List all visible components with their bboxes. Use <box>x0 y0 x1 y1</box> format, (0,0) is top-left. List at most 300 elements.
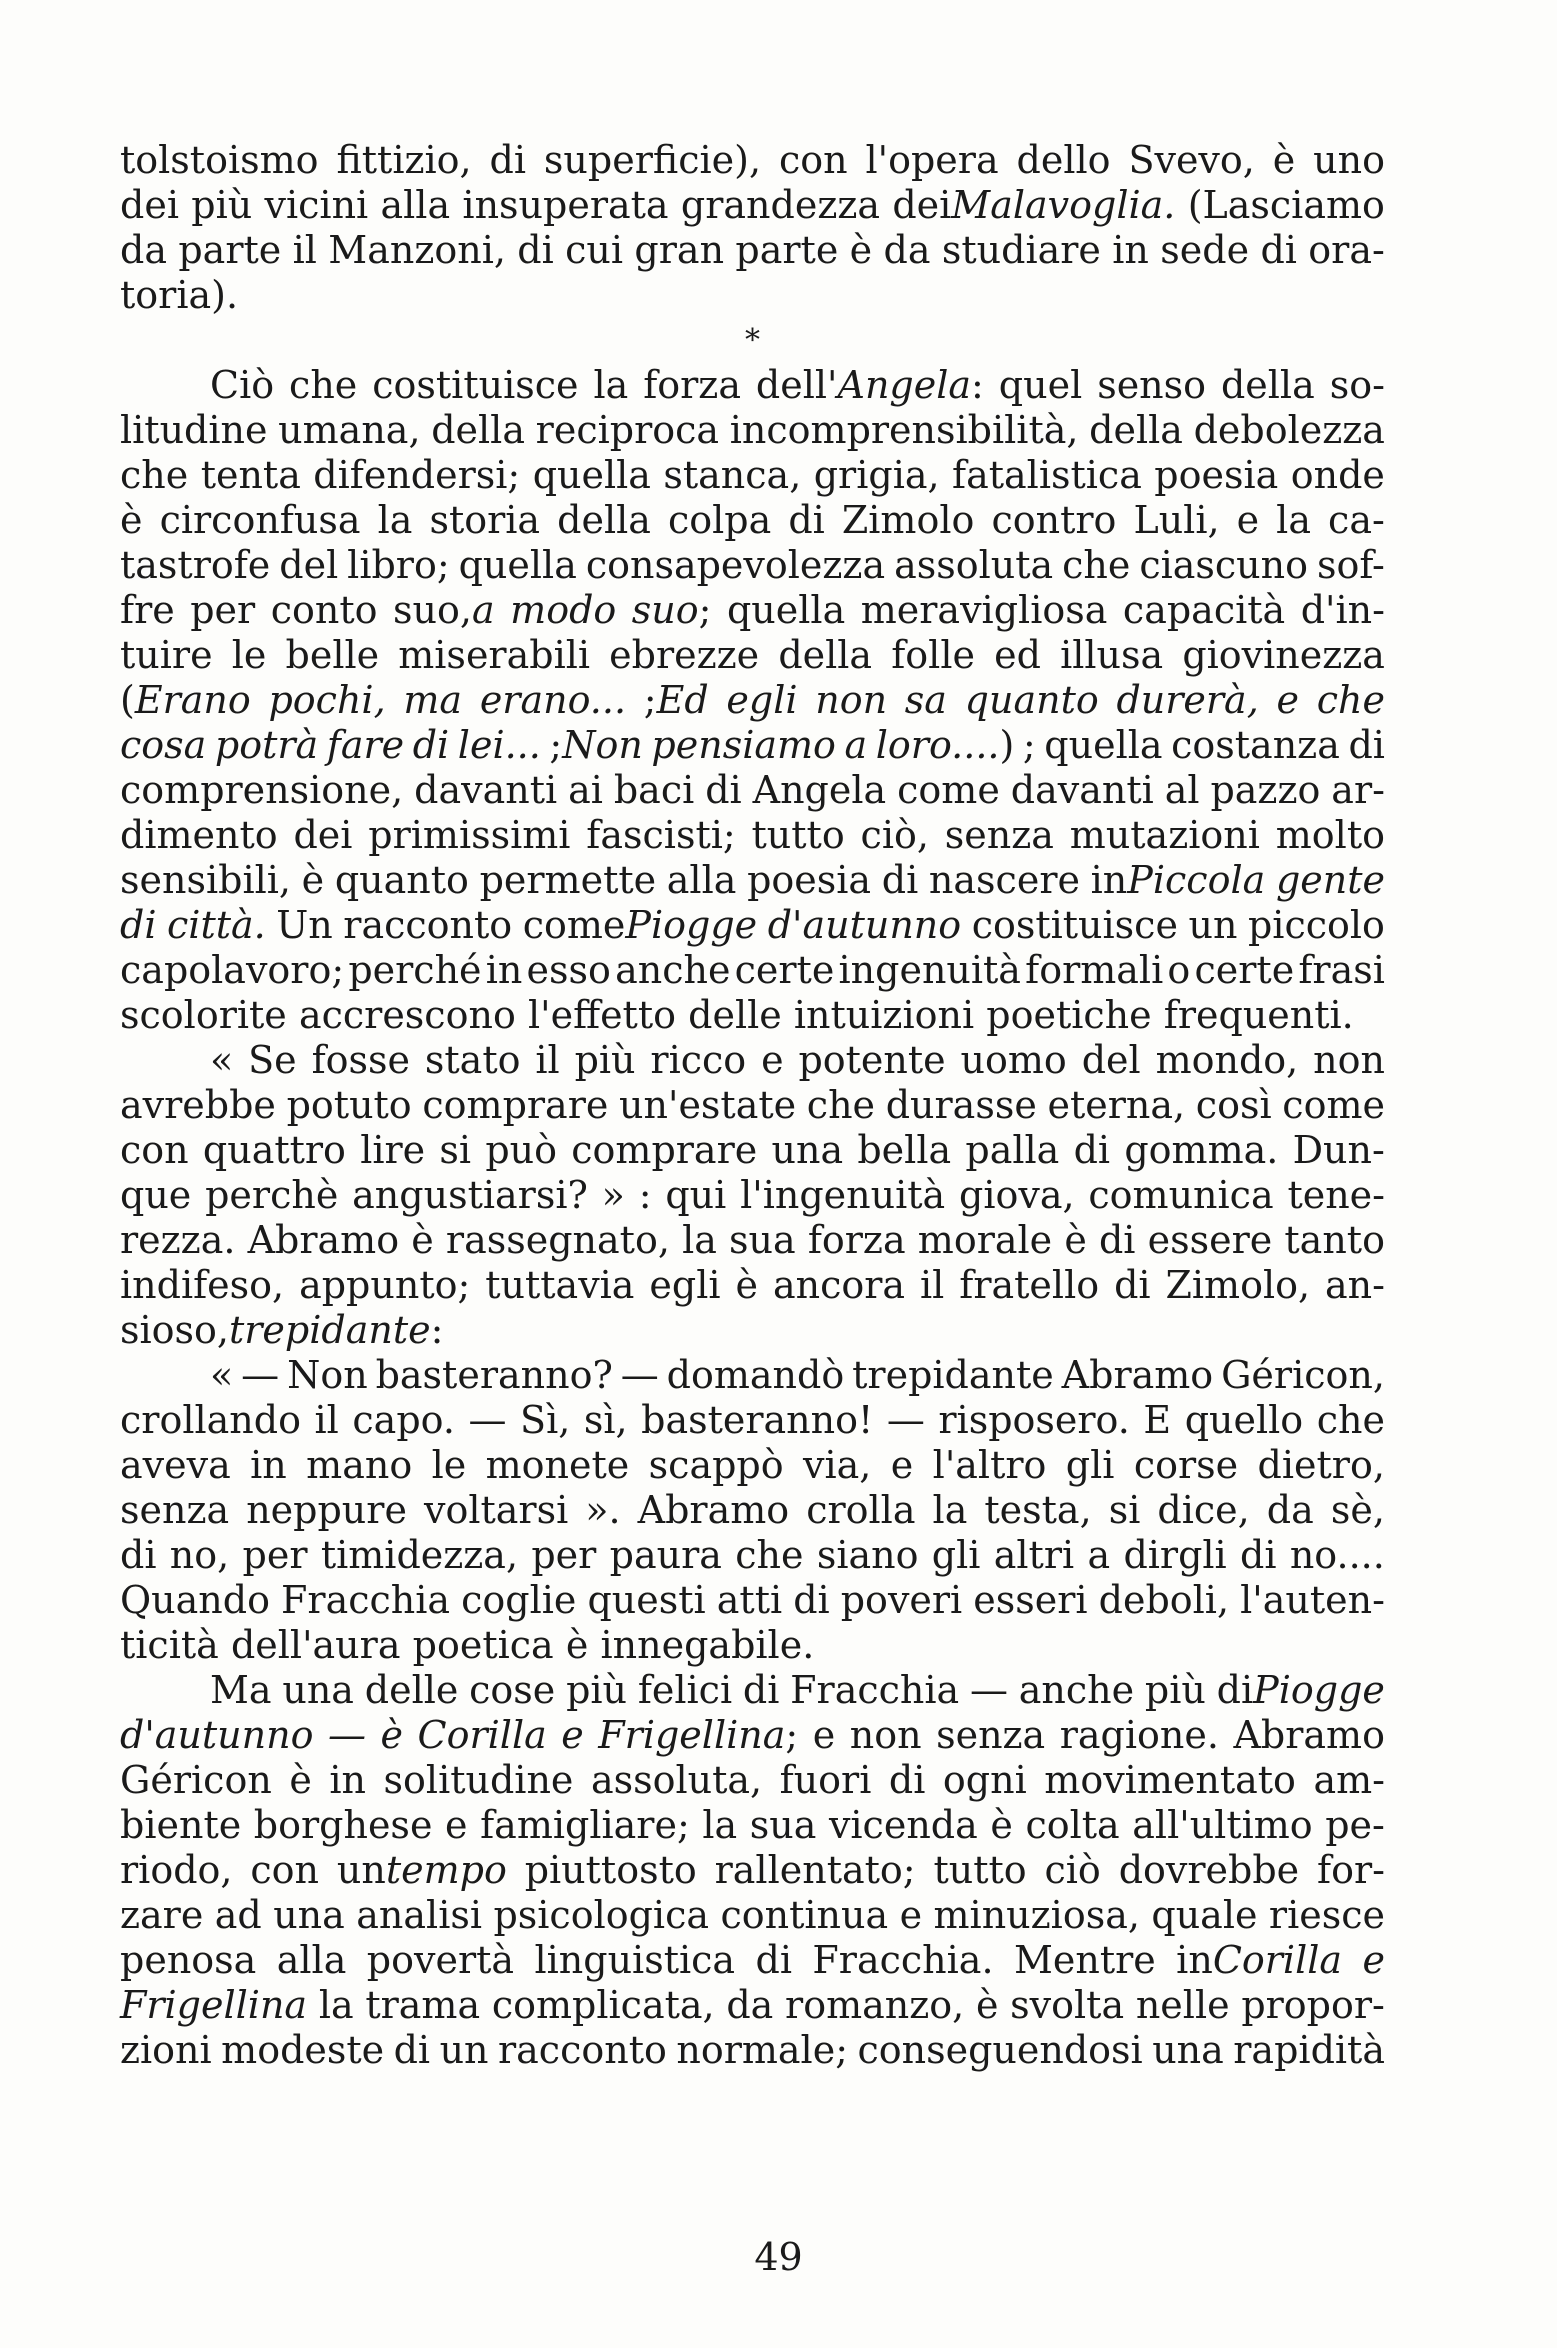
word: forza <box>807 1218 906 1262</box>
word: quanto <box>334 858 469 902</box>
word: intuizioni <box>793 993 975 1037</box>
word: am- <box>1313 1758 1385 1802</box>
word: quella <box>726 588 846 632</box>
word: che <box>1062 543 1131 587</box>
word: le <box>431 1443 467 1487</box>
text-line <box>120 498 1385 543</box>
word: uomo <box>960 1038 1067 1082</box>
text-line <box>120 1038 1385 1083</box>
word: perchè <box>205 1173 339 1217</box>
word: Abramo <box>637 1488 790 1532</box>
word: le <box>231 633 267 677</box>
word: conto <box>270 588 378 632</box>
word: lire <box>360 1128 426 1172</box>
word: sensibili, <box>120 858 291 902</box>
word: solitudine <box>383 1758 574 1802</box>
word: e <box>561 1713 584 1757</box>
word: illusa <box>1060 633 1164 677</box>
word: (Erano <box>120 678 251 722</box>
word: poesia <box>1154 453 1279 497</box>
word: inCorilla <box>1176 1938 1343 1982</box>
word: zare <box>120 1893 204 1937</box>
text-line <box>120 858 1385 903</box>
word: davanti <box>414 768 558 812</box>
word: insuperata <box>462 183 669 227</box>
word: si <box>439 1128 472 1172</box>
word: come <box>1282 1083 1385 1127</box>
word: — <box>620 1353 659 1397</box>
word: gran <box>634 228 725 272</box>
word: una <box>771 1128 844 1172</box>
word: onde <box>1290 453 1385 497</box>
word: bella <box>857 1128 952 1172</box>
text-line <box>120 1263 1385 1308</box>
word: quattro <box>202 1128 346 1172</box>
word: an- <box>1325 1263 1385 1307</box>
word: cose <box>469 1668 556 1712</box>
word: Ciò <box>210 363 275 407</box>
word: loro....) <box>875 723 1015 767</box>
word: Ma <box>210 1668 272 1712</box>
word: tolstoismo <box>120 138 319 182</box>
word: davanti <box>1010 768 1154 812</box>
word: che <box>1316 678 1385 722</box>
word: gente <box>1275 858 1385 902</box>
word: testa, <box>984 1488 1092 1532</box>
word: modeste <box>221 2028 385 2072</box>
word: forza <box>643 363 741 407</box>
word: Se <box>248 1038 297 1082</box>
word: diPiogge <box>1216 1668 1385 1712</box>
word: la <box>702 1803 738 1847</box>
word: rallentato; <box>714 1848 916 1892</box>
word: che <box>806 1083 876 1127</box>
word: e <box>812 1713 836 1757</box>
text-line <box>120 1848 1385 1893</box>
word: Luli, <box>1133 498 1220 542</box>
word: quel <box>998 363 1083 407</box>
word: cosa <box>120 723 207 767</box>
word: d'autunno <box>120 1713 314 1757</box>
word: difendersi; <box>313 453 521 497</box>
word: capacità <box>1122 588 1286 632</box>
text-line <box>120 1218 1385 1263</box>
word: capolavoro; <box>120 948 345 992</box>
word: di <box>412 723 450 767</box>
word: litudine <box>120 408 268 452</box>
word: il <box>292 228 317 272</box>
word: riodo, <box>120 1848 233 1892</box>
word: (Lasciamo <box>1187 183 1385 227</box>
word: toria). <box>120 273 239 317</box>
text-line <box>120 1983 1385 2028</box>
word: indifeso, <box>120 1263 285 1307</box>
word: poetiche <box>986 993 1152 1037</box>
word: tuttavia <box>485 1263 635 1307</box>
word: conseguendosi <box>857 2028 1143 2072</box>
word: no, <box>169 1533 230 1577</box>
word: di <box>1114 1263 1151 1307</box>
word: di <box>705 768 742 812</box>
word: l'effetto <box>527 993 676 1037</box>
word: più <box>566 1668 628 1712</box>
page-number: 49 <box>754 2235 803 2279</box>
word: fuori <box>779 1758 872 1802</box>
word: quanto <box>964 678 1099 722</box>
word: Abramo <box>1061 1353 1214 1397</box>
word: ;Ed <box>643 678 709 722</box>
word: Frigellina <box>120 1983 308 2027</box>
word: è <box>735 1263 758 1307</box>
text-line <box>120 1893 1385 1938</box>
word: ebrezze <box>609 633 760 677</box>
word: E <box>1143 1398 1172 1442</box>
word: dovrebbe <box>1118 1848 1300 1892</box>
text-line <box>120 1938 1385 1983</box>
word: da <box>120 228 167 272</box>
word: sof- <box>1316 543 1385 587</box>
word: morale <box>917 1218 1053 1262</box>
word: vicenda <box>828 1803 978 1847</box>
word: tutto <box>933 1848 1027 1892</box>
text-line <box>120 1488 1385 1533</box>
word: quella <box>1044 723 1163 767</box>
word: Géricon, <box>1221 1353 1385 1397</box>
word: avrebbe <box>120 1083 276 1127</box>
word: tenta <box>200 453 301 497</box>
word: vicini <box>264 183 369 227</box>
word: studiare <box>941 228 1101 272</box>
word: senza <box>936 1713 1046 1757</box>
word: in <box>485 948 523 992</box>
word: ragione. <box>1059 1713 1219 1757</box>
word: di <box>755 1938 792 1982</box>
word: di <box>742 1668 780 1712</box>
word: o <box>1167 948 1191 992</box>
word: dei <box>120 183 179 227</box>
word: normale; <box>676 2028 848 2072</box>
word: può <box>485 1128 557 1172</box>
word: tuire <box>120 633 213 677</box>
text-line <box>120 138 1385 183</box>
word: Mentre <box>1013 1938 1156 1982</box>
word: comprare <box>422 1083 609 1127</box>
word: linguistica <box>534 1938 736 1982</box>
word: a <box>844 723 868 767</box>
word: crollando <box>120 1398 301 1442</box>
word: perché <box>348 948 482 992</box>
word: svolta <box>1010 1983 1125 2027</box>
word: dirgli <box>1123 1533 1227 1577</box>
word: dietro, <box>1257 1443 1385 1487</box>
word: del <box>279 543 339 587</box>
word: ciò, <box>860 813 929 857</box>
word: e <box>899 1893 923 1937</box>
word: della <box>1089 408 1183 452</box>
word: per <box>190 588 256 632</box>
word: è <box>301 858 325 902</box>
word: la <box>318 1983 354 2027</box>
word: giova, <box>959 1173 1075 1217</box>
word: racconto <box>497 2028 667 2072</box>
word: e <box>1236 498 1260 542</box>
word: aveva <box>120 1443 231 1487</box>
text-line <box>120 1443 1385 1488</box>
word: libro; <box>347 543 450 587</box>
word: di <box>888 1758 926 1802</box>
text-line <box>120 363 1385 408</box>
word: ai <box>568 768 603 812</box>
word: atti <box>716 1578 783 1622</box>
word: non <box>1313 1038 1385 1082</box>
word: durerà, <box>1116 678 1259 722</box>
word: comePiogge <box>522 903 758 947</box>
word: movimentato <box>1044 1758 1296 1802</box>
text-line <box>120 1758 1385 1803</box>
word: durasse <box>885 1083 1037 1127</box>
word: più <box>191 183 253 227</box>
word: la <box>377 498 413 542</box>
word: gli <box>931 1533 981 1577</box>
word: dimento <box>120 813 278 857</box>
word: con <box>250 1848 319 1892</box>
word: è <box>975 1983 999 2027</box>
word: biente <box>120 1803 242 1847</box>
word: tutto <box>751 813 845 857</box>
word: pazzo <box>1210 768 1321 812</box>
word: come <box>897 768 1000 812</box>
word: di <box>1348 723 1385 767</box>
word: untempo <box>336 1848 507 1892</box>
text-line <box>120 228 1385 273</box>
word: dei <box>293 813 353 857</box>
word: lei... <box>457 723 541 767</box>
text-line <box>120 993 1385 1038</box>
word: — <box>468 1398 507 1442</box>
word: ancora <box>772 1263 906 1307</box>
word: con <box>778 138 848 182</box>
word: eterna, <box>1047 1083 1186 1127</box>
word: sì, <box>583 1398 628 1442</box>
word: per <box>242 1533 308 1577</box>
word: certe <box>734 948 835 992</box>
word: scappò <box>648 1443 784 1487</box>
word: di <box>1260 228 1297 272</box>
word: voltarsi <box>423 1488 569 1532</box>
word: trama <box>365 1983 481 2027</box>
word: è <box>990 1803 1013 1847</box>
word: ». <box>585 1488 621 1532</box>
word: frasi <box>1298 948 1385 992</box>
word: tanto <box>1284 1218 1385 1262</box>
word: no.... <box>1289 1533 1385 1577</box>
word: è <box>1064 1218 1087 1262</box>
word: Fracchia. <box>812 1938 994 1982</box>
word: più <box>1144 1668 1206 1712</box>
word: deiMalavoglia. <box>892 183 1176 227</box>
word: belle <box>285 633 380 677</box>
word: Angela <box>752 768 887 812</box>
word: stanca, <box>663 453 802 497</box>
word: gli <box>1065 1443 1115 1487</box>
word: egli <box>649 1263 721 1307</box>
word: più <box>574 1038 636 1082</box>
word: monete <box>485 1443 630 1487</box>
word: esseri <box>973 1578 1088 1622</box>
text-line <box>120 1713 1385 1758</box>
text-line <box>120 1578 1385 1623</box>
word: felici <box>637 1668 733 1712</box>
text-line <box>120 1128 1385 1173</box>
text-line <box>120 1533 1385 1578</box>
word: scolorite <box>120 993 287 1037</box>
word: Corilla <box>417 1713 547 1757</box>
word: rapidità <box>1233 2028 1385 2072</box>
word: senza <box>120 1488 230 1532</box>
word: risposero. <box>938 1398 1130 1442</box>
word: delle <box>364 1668 459 1712</box>
word: ;Non <box>549 723 643 767</box>
text-line <box>120 273 1385 318</box>
word: ciò <box>1044 1848 1101 1892</box>
word: Manzoni, <box>328 228 506 272</box>
word: consapevolezza <box>585 543 886 587</box>
word: l'auten- <box>1240 1578 1385 1622</box>
word: penosa <box>120 1938 257 1982</box>
word: mutazioni <box>1069 813 1260 857</box>
word: è <box>1272 138 1296 182</box>
word: Abramo <box>1233 1713 1385 1757</box>
word: suo,a <box>393 588 495 632</box>
word: di <box>1073 1128 1111 1172</box>
word: dell'aura <box>230 1623 401 1667</box>
word: analisi <box>356 1893 482 1937</box>
word: fare <box>326 723 405 767</box>
word: si <box>1108 1488 1141 1532</box>
word: città. <box>167 903 266 947</box>
word: umana, <box>278 408 421 452</box>
word: Géricon <box>120 1758 272 1802</box>
word: * <box>745 323 760 358</box>
word: molto <box>1275 813 1385 857</box>
word: assoluta <box>894 543 1054 587</box>
word: fratello <box>959 1263 1100 1307</box>
text-line <box>120 453 1385 498</box>
word: costituisce <box>971 903 1178 947</box>
word: inPiccola <box>1090 858 1266 902</box>
word: in <box>250 1443 287 1487</box>
word: Non <box>287 1353 368 1397</box>
word: poveri <box>840 1578 963 1622</box>
word: erano... <box>479 678 627 722</box>
word: comprare <box>571 1128 758 1172</box>
word: riesce <box>1268 1893 1385 1937</box>
word: corse <box>1133 1443 1239 1487</box>
text-line <box>120 2028 1385 2073</box>
word: neppure <box>246 1488 407 1532</box>
word: deboli, <box>1098 1578 1230 1622</box>
word: angustiarsi? <box>352 1173 588 1217</box>
word: poesia <box>747 858 872 902</box>
text-line <box>120 1173 1385 1218</box>
word: complicata, <box>491 1983 715 2027</box>
word: comunica <box>1088 1173 1274 1217</box>
word: non <box>815 678 888 722</box>
word: che <box>289 363 358 407</box>
word: all'ultimo <box>1132 1803 1313 1847</box>
text-line <box>120 1803 1385 1848</box>
word: so- <box>1329 363 1385 407</box>
word: trepidante <box>852 1353 1054 1397</box>
word: fascisti; <box>586 813 736 857</box>
word: da <box>883 228 931 272</box>
word: minuziosa, <box>933 1893 1140 1937</box>
word: permette <box>479 858 657 902</box>
word: famigliare; <box>480 1803 690 1847</box>
word: alla <box>666 858 737 902</box>
word: fre <box>120 588 175 632</box>
word: via, <box>803 1443 872 1487</box>
word: piccolo <box>1247 903 1385 947</box>
word: folle <box>891 633 975 677</box>
word: modo <box>510 588 617 632</box>
word: è <box>849 228 873 272</box>
word: egli <box>726 678 798 722</box>
word: povertà <box>366 1938 515 1982</box>
word: parte <box>178 228 282 272</box>
word: l'altro <box>932 1443 1047 1487</box>
word: basteranno? <box>375 1353 613 1397</box>
text-line <box>120 1668 1385 1713</box>
word: che <box>735 1533 804 1577</box>
word: ora- <box>1308 228 1385 272</box>
text-line <box>120 1623 1385 1668</box>
word: Abramo <box>247 1218 400 1262</box>
word: il <box>920 1263 945 1307</box>
word: — <box>969 1668 1008 1712</box>
word: di <box>120 1533 157 1577</box>
word: Sì, <box>520 1398 571 1442</box>
word: que <box>120 1173 192 1217</box>
word: romanzo, <box>785 1983 965 2027</box>
word: la <box>682 1218 717 1262</box>
word: da <box>726 1983 774 2027</box>
word: di <box>489 138 526 182</box>
word: coglie <box>461 1578 577 1622</box>
word: accrescono <box>298 993 516 1037</box>
word: una <box>273 1893 345 1937</box>
word: pensiamo <box>651 723 836 767</box>
word: suo; <box>631 588 712 632</box>
word: altri <box>993 1533 1075 1577</box>
word: ciascuno <box>1139 543 1309 587</box>
word: colta <box>1025 1803 1120 1847</box>
word: che <box>120 453 189 497</box>
word: » <box>601 1173 625 1217</box>
word: delle <box>688 993 782 1037</box>
word: borghese <box>253 1803 433 1847</box>
word: comprensione, <box>120 768 404 812</box>
word: la <box>1276 498 1311 542</box>
word: di <box>788 498 825 542</box>
word: uno <box>1313 138 1385 182</box>
word: Svevo, <box>1128 138 1255 182</box>
text-line <box>120 318 1385 363</box>
word: reciproca <box>535 408 720 452</box>
word: un <box>439 2028 489 2072</box>
word: meravigliosa <box>860 588 1108 632</box>
word: certe <box>1194 948 1295 992</box>
